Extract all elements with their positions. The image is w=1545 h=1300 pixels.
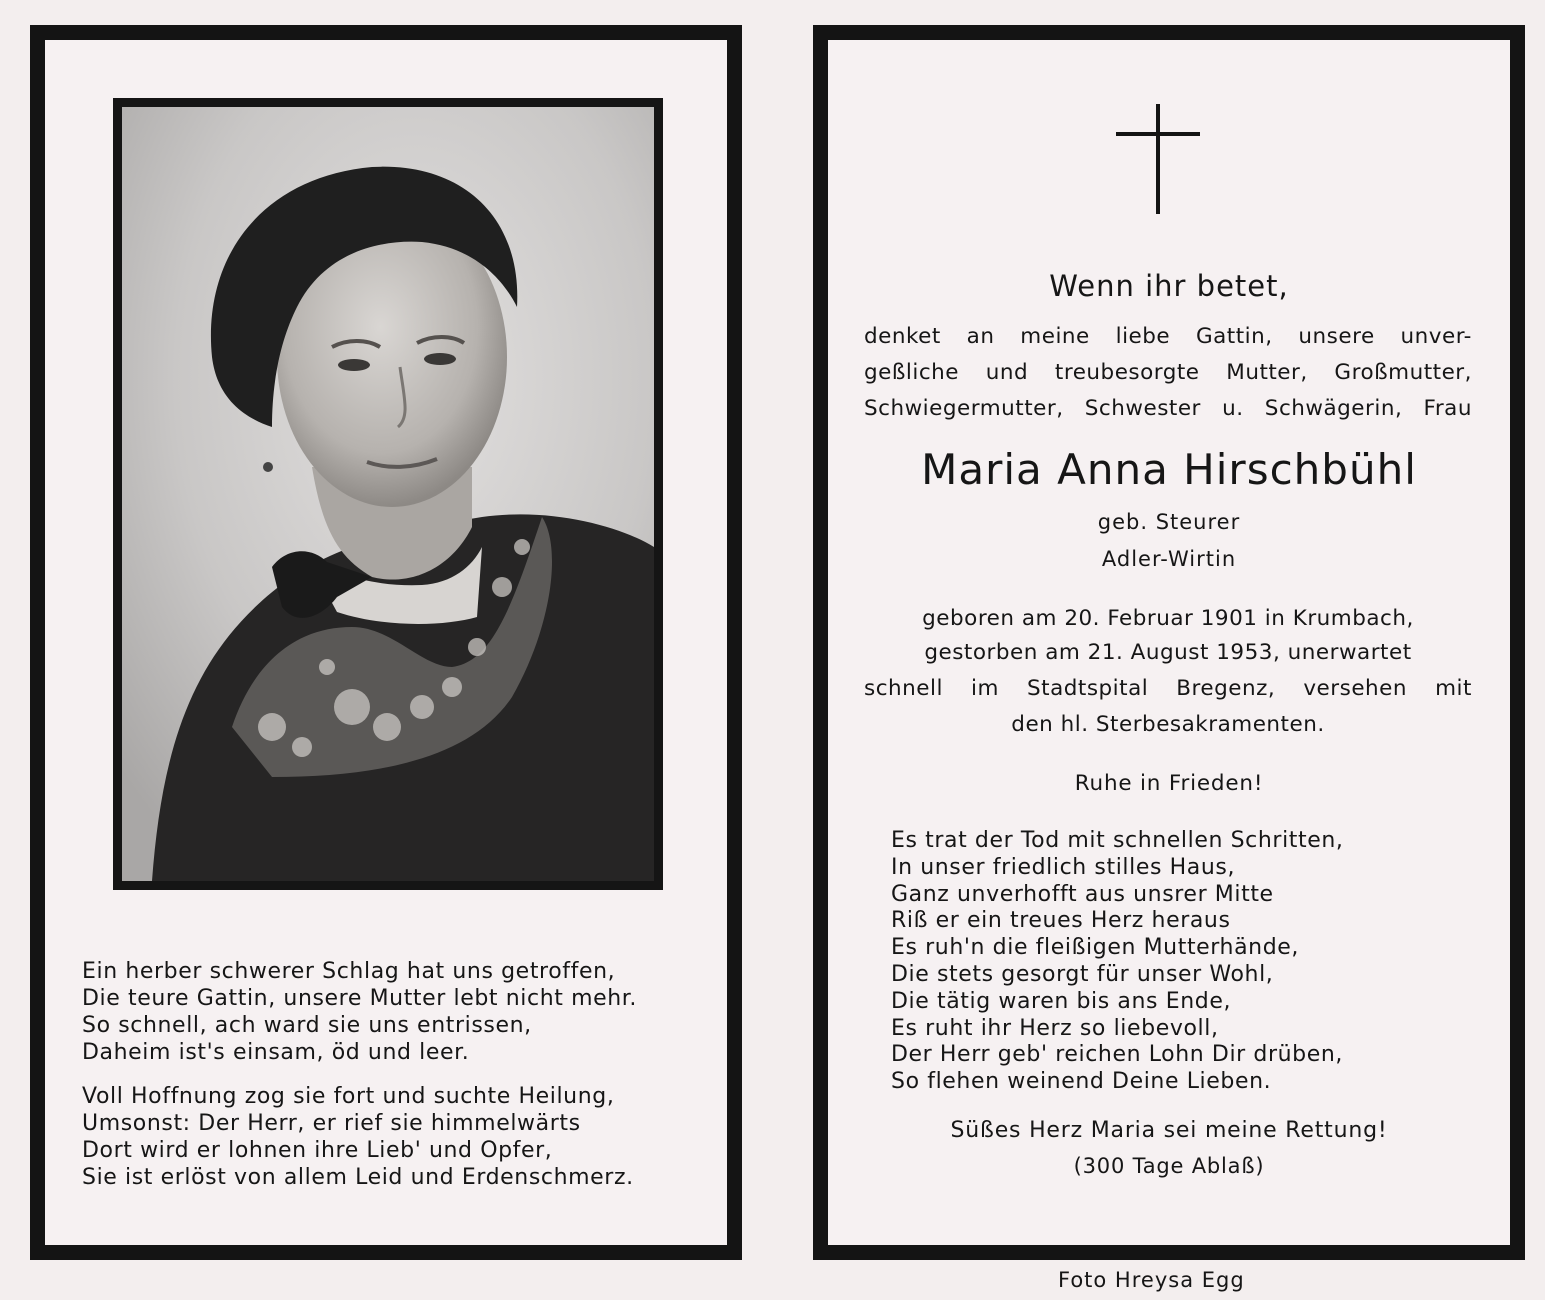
verse-line: Dort wird er lohnen ihre Lieb' und Opfer, — [82, 1138, 553, 1163]
verse-line: Ein herber schwerer Schlag hat uns getroffen, — [82, 959, 616, 984]
dates-line-1: geboren am 20. Februar 1901 in Krumbach, — [922, 606, 1414, 631]
intro-word: unver- — [1400, 324, 1472, 349]
intro-word: Schwägerin, — [1264, 396, 1403, 421]
intro-word: treubesorgte — [1054, 360, 1200, 385]
intro-word: unsere — [1298, 324, 1375, 349]
intro-word: denket — [864, 324, 941, 349]
intro-word: Schwiegermutter, — [864, 396, 1064, 421]
intro-word: Frau — [1423, 396, 1472, 421]
right-verse — [891, 828, 1344, 1096]
intro-line-2 — [864, 360, 1472, 385]
intro-word: Schwester — [1084, 396, 1201, 421]
intro-word: u. — [1222, 396, 1244, 421]
verse-line: Umsonst: Der Herr, er rief sie himmelwärts — [82, 1111, 581, 1136]
birth-name: geb. Steurer — [1097, 510, 1241, 534]
dates-word: versehen — [1303, 676, 1408, 701]
verse-line: Sie ist erlöst von allem Leid und Erdenschmerz. — [82, 1165, 634, 1190]
dates-word: im — [971, 676, 999, 701]
verse-line: In unser friedlich stilles Haus, — [891, 854, 1236, 880]
verse-line: Es trat der Tod mit schnellen Schritten, — [891, 828, 1344, 853]
occupation: Adler-Wirtin — [1101, 547, 1237, 571]
rest-in-peace: Ruhe in Frieden! — [1074, 771, 1264, 796]
intro-word: geßliche — [864, 360, 960, 385]
photo-credit: Foto Hreysa Egg — [1058, 1268, 1245, 1292]
intro-word: meine — [1020, 324, 1090, 349]
prayer-heading: Wenn ihr betet, — [1049, 269, 1289, 303]
invocation: Süßes Herz Maria sei meine Rettung! — [950, 1118, 1388, 1143]
dates-line-2: gestorben am 21. August 1953, unerwartet — [924, 640, 1412, 665]
dates-word: schnell — [864, 676, 943, 701]
intro-word: liebe — [1115, 324, 1171, 349]
verse-line: Es ruht ihr Herz so liebevoll, — [891, 1015, 1219, 1041]
intro-line-3 — [864, 396, 1472, 421]
left-verse-stanza-2 — [82, 1083, 722, 1191]
verse-line: Die teure Gattin, unsere Mutter lebt nicht mehr. — [82, 986, 637, 1011]
verse-line: So flehen weinend Deine Lieben. — [891, 1069, 1272, 1095]
dates-word: Bregenz, — [1176, 676, 1276, 701]
verse-line: Die stets gesorgt für unser Wohl, — [891, 961, 1274, 987]
dates-line-3 — [864, 676, 1472, 701]
verse-line: Der Herr geb' reichen Lohn Dir drüben, — [891, 1042, 1344, 1068]
deceased-name: Maria Anna Hirschbühl — [921, 445, 1417, 494]
intro-word: an — [966, 324, 995, 349]
left-verse-stanza-1 — [82, 958, 722, 1066]
intro-line-1 — [864, 324, 1472, 349]
portrait-photo — [113, 98, 663, 890]
left-card-panel — [30, 25, 742, 1260]
indulgence-note: (300 Tage Ablaß) — [1073, 1154, 1265, 1178]
intro-word: Großmutter, — [1334, 360, 1472, 385]
intro-word: und — [985, 360, 1029, 385]
verse-line: Riß er ein treues Herz heraus — [891, 908, 1231, 934]
verse-line: Voll Hoffnung zog sie fort und suchte Heilung, — [82, 1084, 615, 1109]
verse-line: Die tätig waren bis ans Ende, — [891, 988, 1232, 1014]
cross-icon — [1116, 104, 1200, 214]
verse-line: Es ruh'n die fleißigen Mutterhände, — [891, 935, 1300, 961]
portrait-image — [122, 107, 654, 881]
verse-line: Ganz unverhofft aus unsrer Mitte — [891, 881, 1274, 907]
dates-word: Stadtspital — [1027, 676, 1149, 701]
right-card-panel — [813, 25, 1525, 1260]
verse-line: So schnell, ach ward sie uns entrissen, — [82, 1013, 532, 1038]
dates-line-4: den hl. Sterbesakramenten. — [1011, 712, 1325, 737]
intro-word: Gattin, — [1195, 324, 1273, 349]
dates-word: mit — [1435, 676, 1472, 701]
verse-line: Daheim ist's einsam, öd und leer. — [82, 1040, 470, 1065]
intro-word: Mutter, — [1226, 360, 1308, 385]
